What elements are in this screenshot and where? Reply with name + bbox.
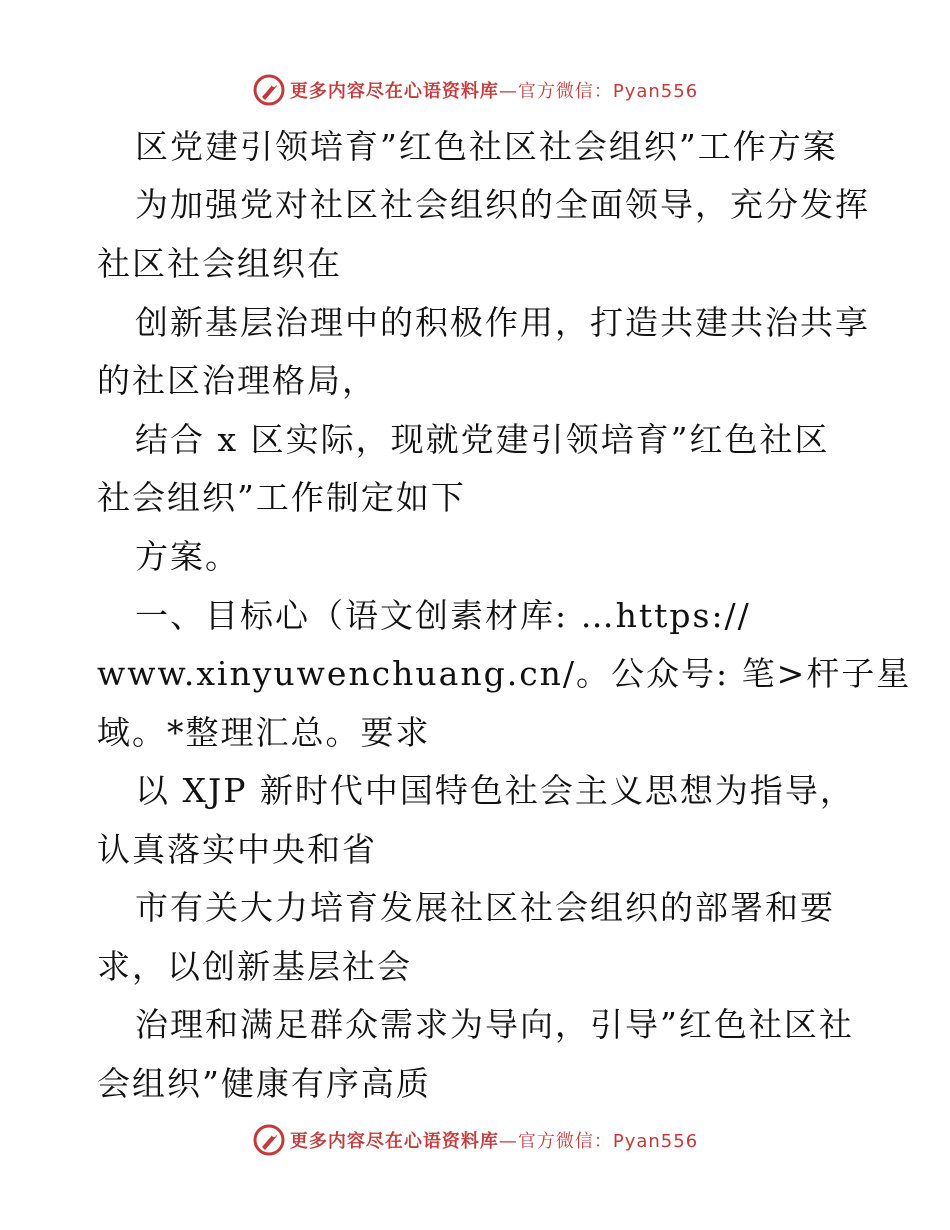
paragraph-line: 会组织”健康有序高质 (97, 1064, 431, 1103)
paragraph-line: 结合 x 区实际，现就党建引领培育”红色社区 (135, 420, 830, 459)
paragraph-line: 方案。 (135, 537, 240, 576)
paragraph-line: 社区社会组织在 (97, 244, 342, 283)
paragraph-line: 认真落实中央和省 (97, 830, 377, 869)
paragraph-line: 社会组织”工作制定如下 (97, 478, 466, 517)
document-title-line: 区党建引领培育”红色社区社会组织”工作方案 (135, 127, 838, 166)
header-watermark (0, 70, 950, 110)
paragraph-line: 为加强党对社区社会组织的全面领导，充分发挥 (135, 185, 870, 224)
paragraph-line: 以 XJP 新时代中国特色社会主义思想为指导， (135, 771, 855, 810)
footer-watermark (0, 1120, 950, 1160)
paragraph-line: www.xinyuwenchuang.cn/。公众号: 笔>杆子星 (97, 654, 912, 693)
watermark-main-text: 更多内容尽在心语资料库 (289, 81, 499, 102)
paragraph-line: 创新基层治理中的积极作用，打造共建共治共享 (135, 303, 870, 342)
watermark-sub-text: —官方微信：Pyan556 (498, 1131, 699, 1152)
watermark-main-text: 更多内容尽在心语资料库 (289, 1131, 499, 1152)
pen-nib-circle-icon (252, 1123, 286, 1157)
watermark-sub-text: —官方微信：Pyan556 (498, 81, 699, 102)
paragraph-line: 的社区治理格局， (97, 361, 377, 400)
paragraph-line: 市有关大力培育发展社区社会组织的部署和要 (135, 888, 835, 927)
paragraph-line: 域。*整理汇总。要求 (97, 713, 431, 752)
paragraph-line: 治理和满足群众需求为导向，引导”红色社区社 (135, 1005, 854, 1044)
section-heading-line: 一、目标心（语文创素材库: …https:// (135, 596, 751, 635)
pen-nib-circle-icon (252, 73, 286, 107)
paragraph-line: 求，以创新基层社会 (97, 947, 412, 986)
